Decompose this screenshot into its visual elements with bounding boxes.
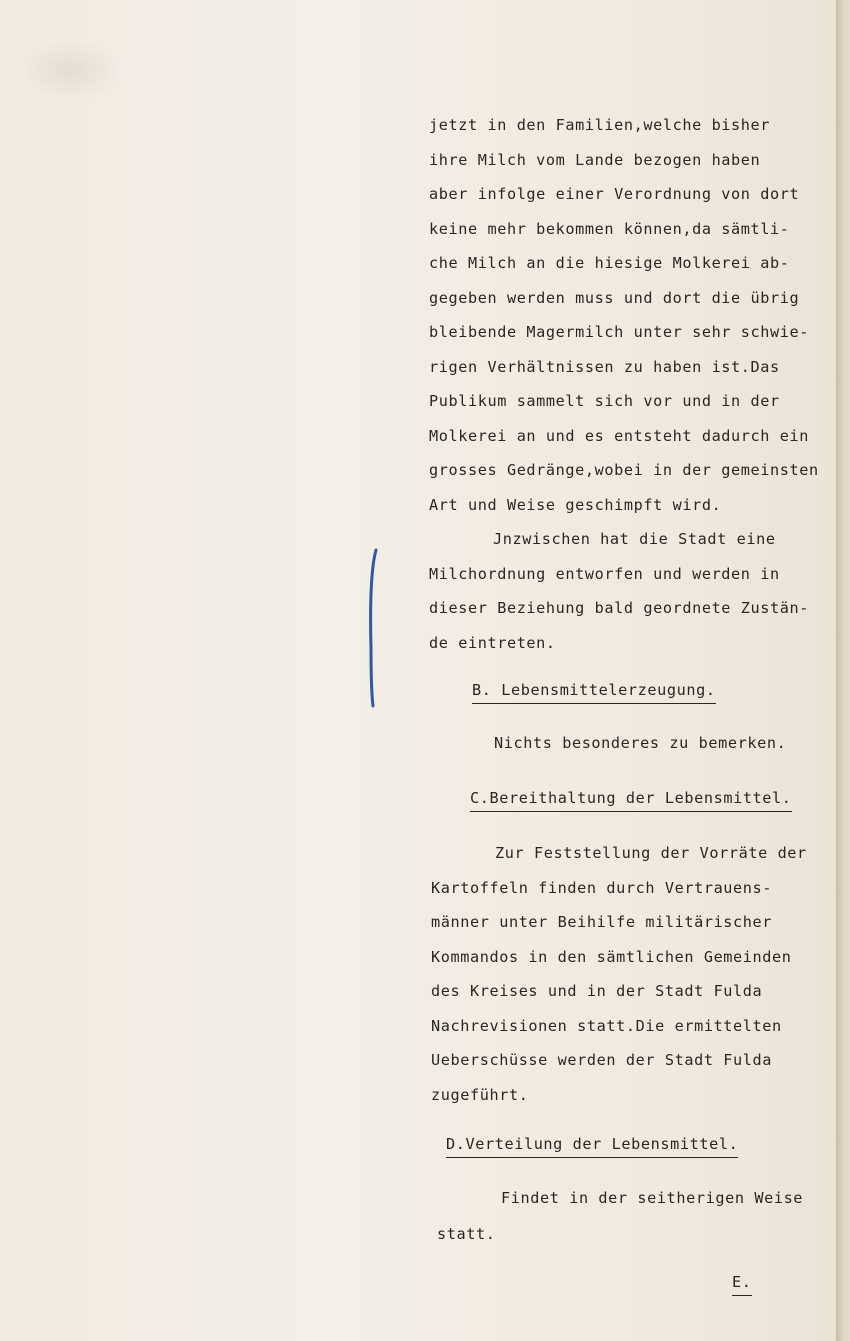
- ink-bleed-smudge: [20, 40, 120, 100]
- paragraph-c: [431, 836, 807, 1112]
- text-line: aber infolge einer Verordnung von dort: [429, 185, 800, 203]
- text-line: Molkerei an und es entsteht dadurch ein: [429, 426, 810, 445]
- next-section-marker: E.: [732, 1270, 752, 1296]
- paragraph-d: [437, 1180, 803, 1252]
- text-line: Kartoffeln finden durch Vertrauens-: [431, 878, 773, 897]
- text-line: Art und Weise geschimpft wird.: [429, 495, 722, 514]
- text-line: Zur Feststellung der Vorräte der: [495, 844, 807, 862]
- text-line: rigen Verhältnissen zu haben ist.Das: [429, 357, 780, 376]
- text-line: keine mehr bekommen können,da sämtli-: [429, 219, 790, 238]
- text-line: Kommandos in den sämtlichen Gemeinden: [431, 947, 792, 966]
- text-line: gegeben werden muss und dort die übrig: [429, 288, 800, 307]
- section-heading-c: C.Bereithaltung der Lebensmittel.: [470, 786, 792, 812]
- text-line: Findet in der seitherigen Weise: [501, 1189, 804, 1207]
- page-edge: [836, 0, 850, 1341]
- text-line: männer unter Beihilfe militärischer: [431, 913, 773, 931]
- text-line: des Kreises und in der Stadt Fulda: [431, 982, 763, 1000]
- paragraph-milk-situation: [429, 108, 829, 660]
- text-line: statt.: [437, 1225, 496, 1243]
- text-line: Publikum sammelt sich vor und in der: [429, 392, 780, 410]
- text-line: Ueberschüsse werden der Stadt Fulda: [431, 1051, 773, 1069]
- text-line: Jnzwischen hat die Stadt eine: [493, 530, 776, 548]
- section-heading-d: D.Verteilung der Lebensmittel.: [446, 1132, 738, 1158]
- text-line: zugeführt.: [431, 1085, 529, 1104]
- blue-pencil-margin-mark: [368, 548, 378, 708]
- text-line: dieser Beziehung bald geordnete Zustän-: [429, 599, 810, 617]
- text-line: bleibende Magermilch unter sehr schwie-: [429, 323, 810, 341]
- text-line: grosses Gedränge,wobei in der gemeinsten: [429, 461, 819, 479]
- text-line: jetzt in den Familien,welche bisher: [429, 116, 771, 134]
- section-heading-b: B. Lebensmittelerzeugung.: [472, 678, 716, 704]
- text-line: Nachrevisionen statt.Die ermittelten: [431, 1016, 782, 1035]
- text-line: che Milch an die hiesige Molkerei ab-: [429, 254, 790, 272]
- text-line: ihre Milch vom Lande bezogen haben: [429, 150, 761, 169]
- text-line: Milchordnung entworfen und werden in: [429, 564, 780, 583]
- text-line: de eintreten.: [429, 633, 556, 652]
- paragraph-b: Nichts besonderes zu bemerken.: [494, 734, 787, 752]
